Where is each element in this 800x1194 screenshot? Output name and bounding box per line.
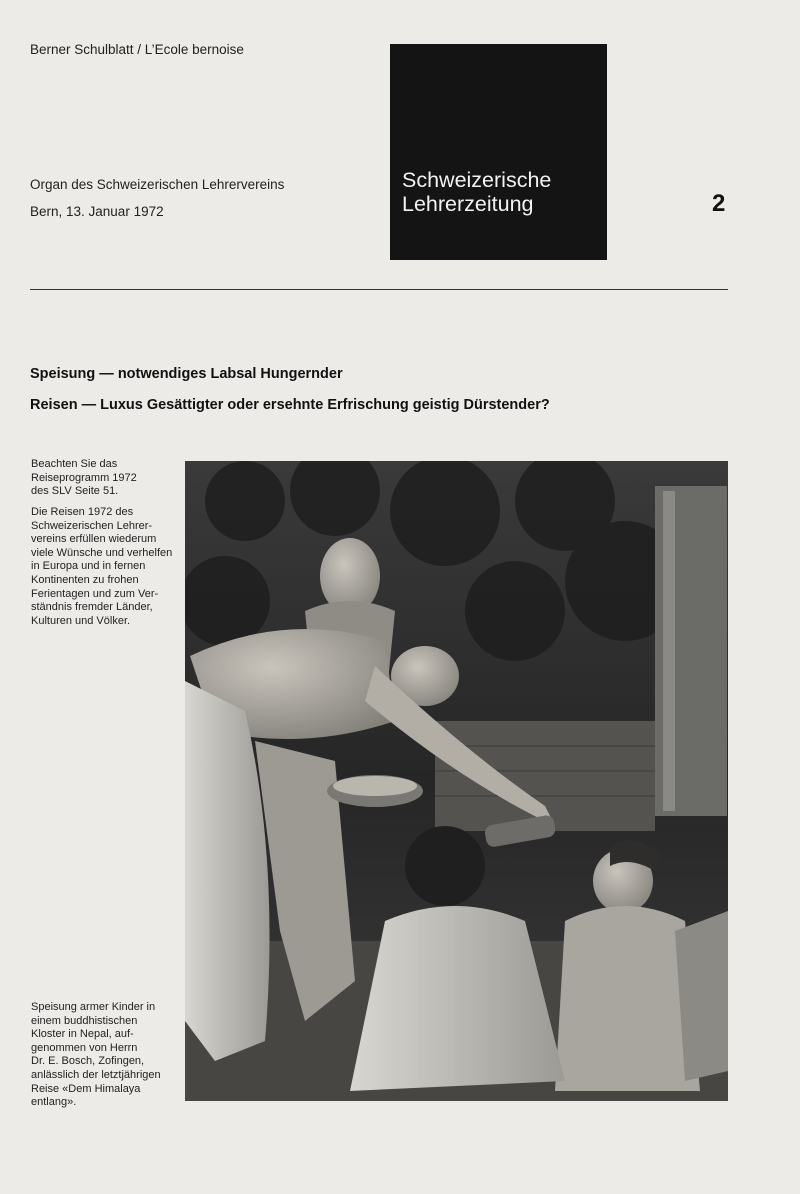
headline-travel: Reisen — Luxus Gesättigter oder ersehnte Erfrischung geistig Dürstender? bbox=[30, 397, 550, 413]
organ-line: Organ des Schweizerischen Lehrervereins bbox=[30, 177, 285, 192]
travel-program-note: Beachten Sie das Reiseprogramm 1972 des SLV Seite 51. bbox=[31, 458, 137, 498]
issue-date: Bern, 13. Januar 1972 bbox=[30, 204, 164, 219]
horizontal-rule bbox=[30, 289, 728, 290]
magazine-title: Schweizerische Lehrerzeitung bbox=[402, 168, 552, 216]
travel-description: Die Reisen 1972 des Schweizerischen Lehrer- vereins erfüllen wiederum viele Wünsche und verhelfen in Europa und in fernen Kontinenten zu frohen Ferientagen und zum Ver- ständnis fremder Länder, Kulturen und Völker. bbox=[31, 506, 173, 627]
magazine-title-block bbox=[390, 44, 607, 260]
photo-caption: Speisung armer Kinder in einem buddhistischen Kloster in Nepal, auf- genommen von Herrn Dr. E. Bosch, Zofingen, anlässlich der letztjährigen Reise «Dem Himalaya entlang». bbox=[31, 1001, 161, 1109]
publication-name: Berner Schulblatt / L’Ecole bernoise bbox=[30, 42, 244, 57]
issue-number: 2 bbox=[712, 190, 726, 217]
photo-monks-feeding-children bbox=[185, 461, 728, 1101]
headline-feeding: Speisung — notwendiges Labsal Hungernder bbox=[30, 366, 343, 382]
